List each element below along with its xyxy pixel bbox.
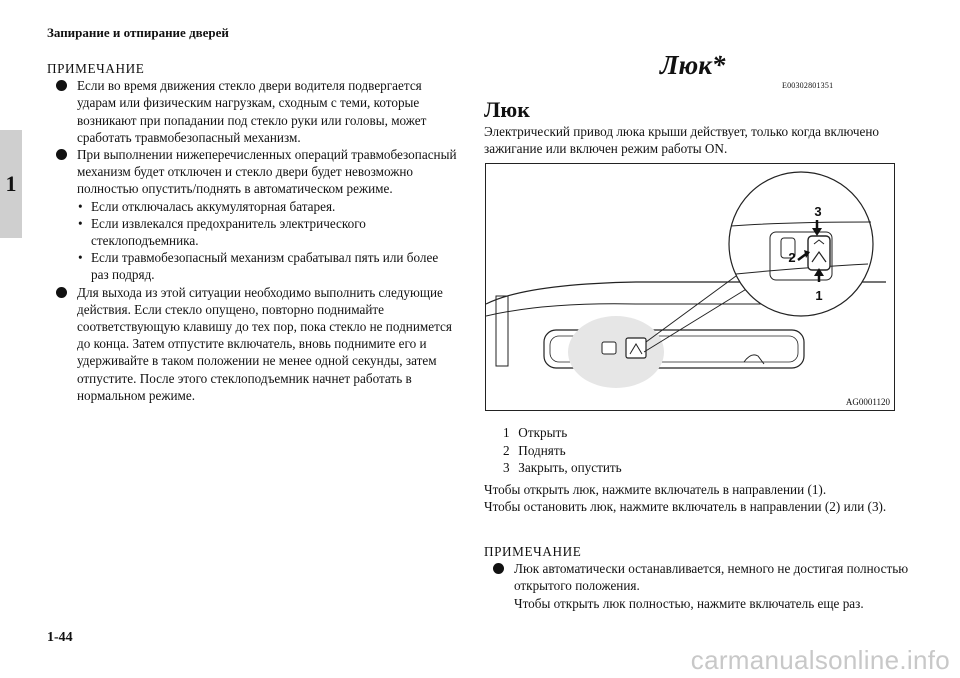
legend-num: 2: [503, 442, 510, 458]
bullet-dot-icon: [493, 563, 504, 574]
legend-num: 3: [503, 460, 510, 475]
legend-label: Закрыть, опустить: [518, 460, 622, 475]
note-bullet: [47, 77, 457, 146]
chapter-tab: [0, 130, 22, 238]
bullet-dot-icon: [56, 80, 67, 91]
note-bullet: [47, 284, 457, 404]
note-sublist: [47, 198, 457, 284]
bullet-dot-icon: [56, 149, 67, 160]
chapter-number: 1: [5, 171, 17, 196]
instruction-line: Чтобы остановить люк, нажмите включатель в направлении (2) или (3).: [484, 499, 887, 515]
sunroof-switch-figure: [485, 163, 895, 411]
running-header: Запирание и отпирание дверей: [47, 25, 229, 40]
note-bullet-text: При выполнении нижеперечисленных операций травмобезопасный механизм будет отключен и стекло двери будет невозможно полностью опустить/поднять в автоматическом режиме.: [77, 147, 457, 197]
legend-item: [503, 424, 622, 442]
section-code: E00302801351: [782, 81, 834, 90]
section-intro: Электрический привод люка крыши действует, только когда включено зажигание или включен режим работы ON.: [484, 124, 880, 157]
section-heading: Люк: [484, 97, 530, 122]
right-note: [484, 543, 914, 612]
callout-1: 1: [815, 288, 823, 303]
bullet-dot-icon: [56, 287, 67, 298]
note-label: ПРИМЕЧАНИЕ: [484, 544, 582, 559]
legend-label: Открыть: [518, 425, 568, 440]
instruction-line: Чтобы открыть люк, нажмите включатель в направлении (1).: [484, 482, 827, 497]
figure-legend: [503, 424, 622, 477]
note-bullet-text: Люк автоматически останавливается, немного не достигая полностью открытого положения.: [514, 561, 909, 594]
callout-3: 3: [814, 204, 822, 219]
watermark: carmanualsonline.info: [690, 645, 950, 675]
note-label: ПРИМЕЧАНИЕ: [47, 61, 145, 76]
left-note: [47, 60, 457, 404]
legend-item: [503, 459, 622, 477]
note-continuation: Чтобы открыть люк полностью, нажмите включатель еще раз.: [514, 595, 864, 611]
legend-item: [503, 442, 622, 460]
legend-num: 1: [503, 425, 510, 440]
note-subitem: • Если травмобезопасный механизм срабатывал пять или более раз подряд.: [78, 250, 439, 283]
note-bullet: [47, 146, 457, 198]
section-title: Люк*: [660, 50, 726, 80]
figure-code: AG0001120: [845, 397, 890, 407]
note-subitem: • Если извлекался предохранитель электрического стеклоподъемника.: [78, 215, 366, 249]
note-subitem-text: Если отключалась аккумуляторная батарея.: [91, 198, 336, 214]
note-bullet: [484, 560, 914, 594]
note-subitem: • Если отключалась аккумуляторная батарея.: [78, 198, 336, 214]
note-subitem-text: Если травмобезопасный механизм срабатывал пять или более раз подряд.: [91, 250, 439, 283]
note-bullet-text: Для выхода из этой ситуации необходимо выполнить следующие действия. Если стекло опущено, повторно поднимайте соответствующую клавишу до тех пор, пока стекло не поднимется до конца. Затем отпустите включатель, вновь поднимите его и удерживайте в таком положении не менее одной секунды, затем отпустите. После этого стеклоподъемник начнет работать в нормальном режиме.: [77, 284, 452, 403]
note-subitem-text: Если извлекался предохранитель электрического стеклоподъемника.: [91, 215, 366, 249]
sunroof-switch-illustration: [486, 164, 894, 410]
legend-label: Поднять: [518, 442, 566, 458]
callout-2: 2: [788, 250, 796, 265]
instructions: [484, 481, 904, 515]
page-number: 1-44: [47, 630, 73, 645]
note-bullet-text: Если во время движения стекло двери водителя подвергается ударам или физическим нагрузкам, сходным с теми, которые возникают при попадании под стекло руки или головы, может сработать травмобезопасный механизм.: [77, 78, 427, 145]
